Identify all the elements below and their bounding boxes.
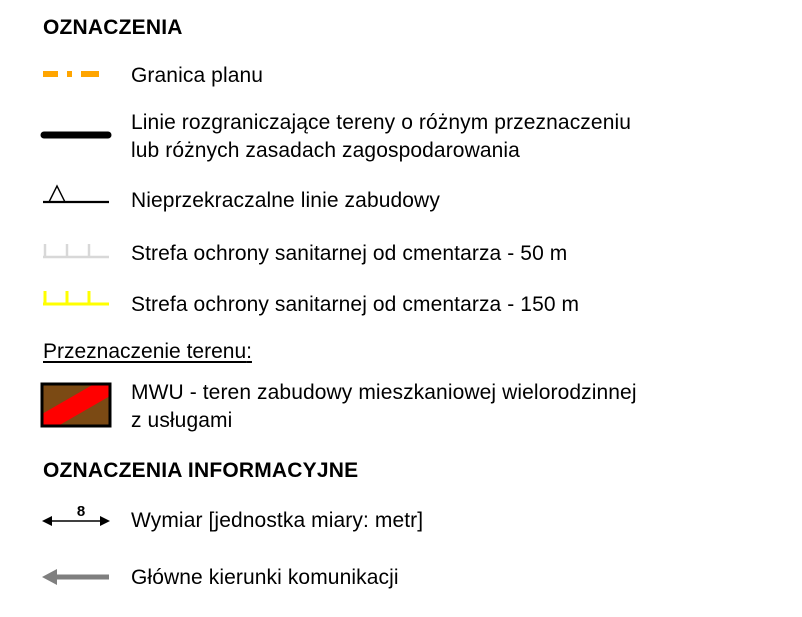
land-use-label: MWU - teren zabudowy mieszkaniowej wielorodzinnej	[131, 381, 637, 404]
light-gray-tick-line-icon	[40, 238, 112, 260]
legend-item-label: Granica planu	[131, 64, 264, 87]
land-use-heading	[43, 340, 252, 364]
legend-item-label: Strefa ochrony sanitarnej od cmentarza - 150 m	[131, 293, 580, 316]
legend-title: OZNACZENIA	[43, 16, 183, 39]
gray-arrow-icon	[40, 565, 112, 589]
legend-item-label: Strefa ochrony sanitarnej od cmentarza - 50 m	[131, 242, 568, 265]
dimension-arrow-icon	[40, 499, 112, 531]
legend-item-label: Główne kierunki komunikacji	[131, 566, 399, 589]
legend-item-label: Wymiar [jednostka miary: metr]	[131, 509, 424, 532]
mwu-swatch-icon	[40, 382, 112, 428]
land-use-heading-text: Przeznaczenie terenu	[43, 340, 247, 363]
legend-item-label: Nieprzekraczalne linie zabudowy	[131, 189, 440, 212]
legend-item-label: Linie rozgraniczające tereny o różnym przeznaczeniu	[131, 111, 632, 134]
info-title: OZNACZENIA INFORMACYJNE	[43, 459, 359, 482]
dash-dot-orange-line-icon	[40, 64, 104, 84]
land-use-heading-colon: :	[246, 340, 252, 363]
dimension-number: 8	[76, 503, 86, 520]
legend-item-label: lub różnych zasadach zagospodarowania	[131, 139, 520, 162]
land-use-label: z usługami	[131, 409, 233, 432]
triangle-line-icon	[40, 180, 112, 208]
thick-black-line-icon	[40, 124, 112, 146]
yellow-tick-line-icon	[40, 286, 112, 308]
